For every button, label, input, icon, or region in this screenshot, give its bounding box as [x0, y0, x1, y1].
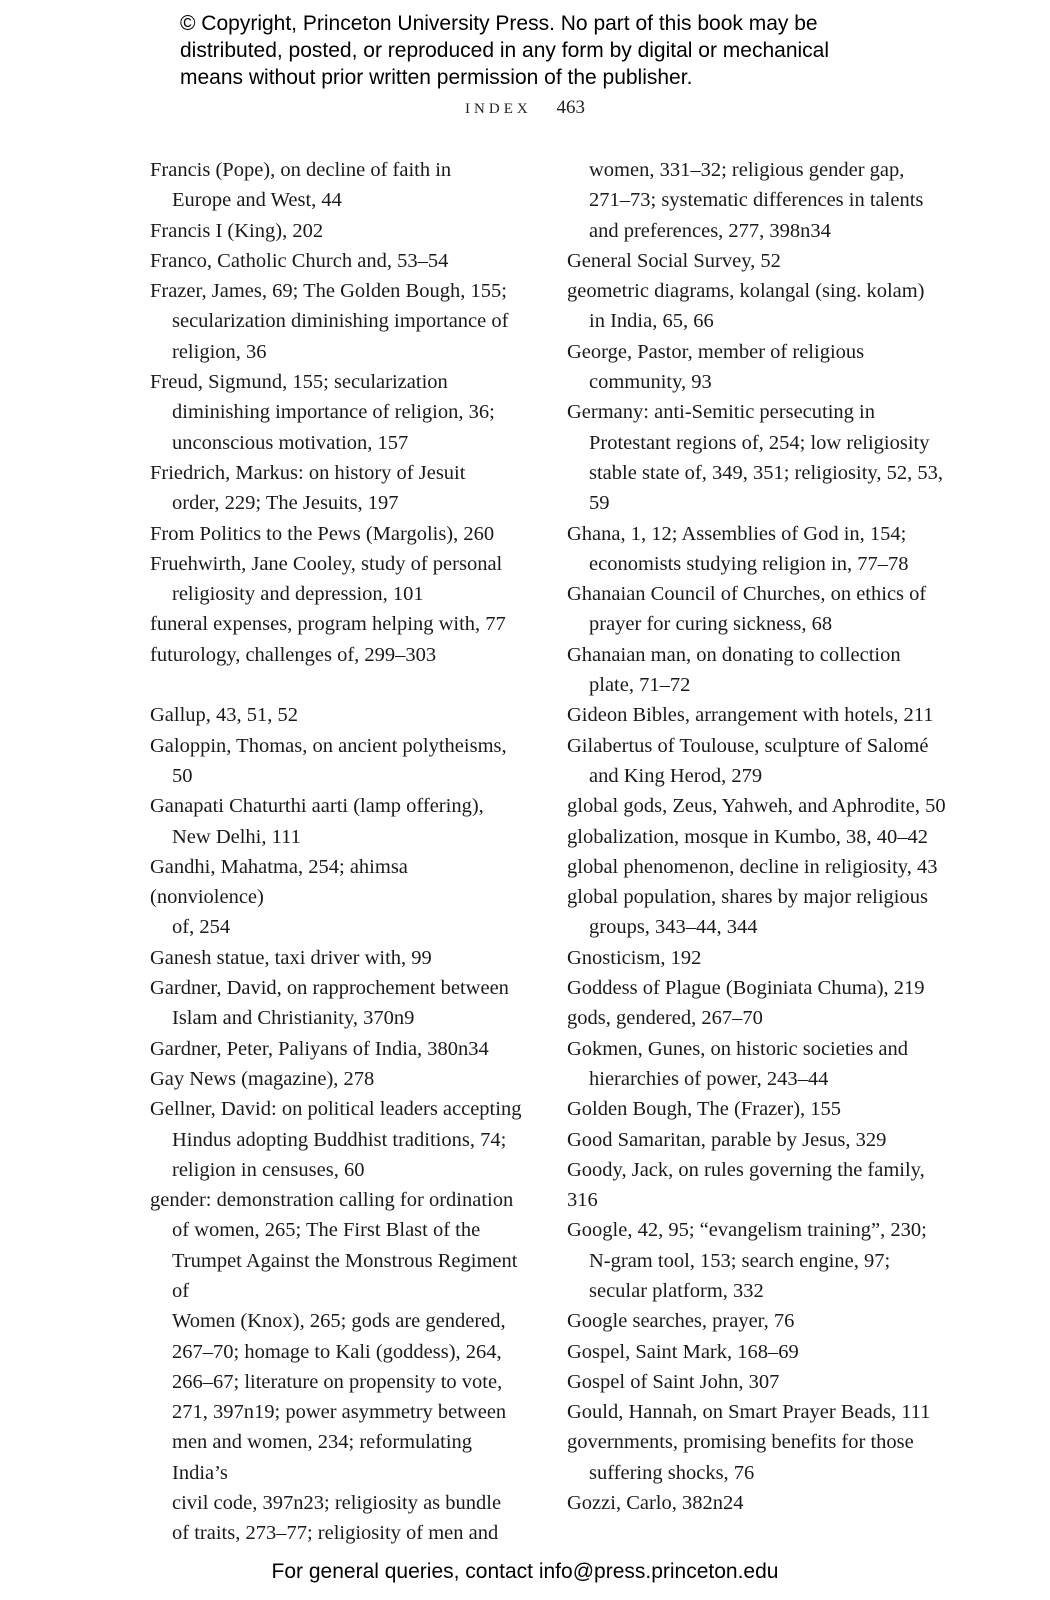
- index-entry-line: Gilabertus of Toulouse, sculpture of Salomé: [567, 734, 929, 757]
- index-entry: [567, 791, 952, 821]
- index-column-right: [567, 155, 952, 1518]
- index-entry-line: Good Samaritan, parable by Jesus, 329: [567, 1128, 887, 1151]
- index-entry-line: plate, 71–72: [589, 674, 691, 697]
- index-entry: [567, 882, 952, 943]
- index-entry: [150, 1185, 525, 1549]
- index-entry-line: Islam and Christianity, 370n9: [172, 1007, 415, 1030]
- index-entry-line: geometric diagrams, kolangal (sing. kolam): [567, 280, 925, 303]
- index-entry-line: Germany: anti-Semitic persecuting in: [567, 401, 875, 424]
- index-entry-line: gods, gendered, 267–70: [567, 1007, 763, 1030]
- index-entry-line: N-gram tool, 153; search engine, 97;: [589, 1249, 891, 1272]
- index-entry-line: Gnosticism, 192: [567, 946, 702, 969]
- index-entry-line: Francis (Pope), on decline of faith in: [150, 159, 452, 181]
- index-entry-line: Ghanaian Council of Churches, on ethics of: [567, 583, 927, 606]
- index-entry-line: Gospel, Saint Mark, 168–69: [567, 1340, 799, 1363]
- index-entry: [567, 1155, 952, 1216]
- index-entry: [567, 246, 952, 276]
- index-entry: [150, 791, 525, 852]
- index-entry: [150, 519, 525, 549]
- index-entry: [567, 337, 952, 398]
- index-entry-line: stable state of, 349, 351; religiosity, 52, 53, 59: [589, 461, 943, 515]
- index-entry: [150, 367, 525, 458]
- index-entry-line: General Social Survey, 52: [567, 249, 781, 272]
- index-column-left: [150, 155, 525, 1549]
- index-entry: [150, 216, 525, 246]
- index-entry-line: global gods, Zeus, Yahweh, and Aphrodite, 50: [567, 795, 946, 818]
- index-entry-line: and preferences, 277, 398n34: [589, 219, 831, 242]
- index-entry-line: 266–67; literature on propensity to vote,: [172, 1370, 503, 1393]
- index-entry-line: Gospel of Saint John, 307: [567, 1370, 780, 1393]
- index-entry-line: prayer for curing sickness, 68: [589, 613, 833, 636]
- index-entry: [567, 640, 952, 701]
- footer-contact: For general queries, contact info@press.princeton.edu: [271, 1560, 779, 1583]
- index-entry-line: suffering shocks, 76: [589, 1461, 755, 1484]
- index-entry-line: Ganesh statue, taxi driver with, 99: [150, 946, 432, 969]
- index-entry: [567, 519, 952, 580]
- copyright-line: © Copyright, Princeton University Press. No part of this book may be: [180, 12, 818, 35]
- index-entry-line: Goody, Jack, on rules governing the family, 316: [567, 1158, 925, 1212]
- index-entry-line: of women, 265; The First Blast of the: [172, 1219, 481, 1242]
- index-entry-line: Women (Knox), 265; gods are gendered,: [172, 1310, 506, 1333]
- index-entry: [150, 458, 525, 519]
- index-entry-line: Hindus adopting Buddhist traditions, 74;: [172, 1128, 507, 1151]
- index-entry-line: Fruehwirth, Jane Cooley, study of personal: [150, 552, 503, 575]
- index-entry-line: Gandhi, Mahatma, 254; ahimsa (nonviolence): [150, 855, 408, 909]
- index-entry: [567, 155, 952, 246]
- index-entry-line: global population, shares by major religious: [567, 886, 928, 909]
- index-entry-line: Gay News (magazine), 278: [150, 1067, 375, 1090]
- index-entry-line: Francis I (King), 202: [150, 219, 324, 242]
- index-entry: [567, 1003, 952, 1033]
- index-entry-line: Ghanaian man, on donating to collection: [567, 643, 901, 666]
- index-entry: [567, 943, 952, 973]
- index-entry: [567, 276, 952, 337]
- index-entry: [567, 1034, 952, 1095]
- index-entry: [567, 731, 952, 792]
- index-entry-line: community, 93: [589, 371, 712, 394]
- index-entry-line: Trumpet Against the Monstrous Regiment of: [172, 1249, 518, 1302]
- page-number: 463: [556, 97, 585, 118]
- index-entry-line: Gardner, Peter, Paliyans of India, 380n34: [150, 1037, 489, 1060]
- index-entry-line: hierarchies of power, 243–44: [589, 1067, 829, 1090]
- index-entry: [150, 155, 525, 216]
- index-entry: [567, 973, 952, 1003]
- index-entry-line: unconscious motivation, 157: [172, 431, 409, 454]
- index-entry-line: Friedrich, Markus: on history of Jesuit: [150, 461, 466, 484]
- index-entry-line: global phenomenon, decline in religiosity, 43: [567, 855, 938, 878]
- index-entry: [150, 609, 525, 639]
- index-entry: [567, 1488, 952, 1518]
- index-entry: [567, 1094, 952, 1124]
- index-entry-line: secular platform, 332: [589, 1279, 764, 1302]
- index-entry-line: Europe and West, 44: [172, 189, 342, 212]
- index-entry-line: men and women, 234; reformulating India’s: [172, 1431, 473, 1484]
- index-entry-line: of traits, 273–77; religiosity of men and: [172, 1522, 499, 1545]
- index-entry-line: religion in censuses, 60: [172, 1158, 365, 1181]
- index-entry-line: Frazer, James, 69; The Golden Bough, 155;: [150, 280, 507, 303]
- index-entry: [150, 731, 525, 792]
- index-entry: [567, 579, 952, 640]
- index-entry: [150, 640, 525, 670]
- letter-section-gap: [150, 670, 525, 700]
- index-entry-line: in India, 65, 66: [589, 310, 714, 333]
- copyright-line: distributed, posted, or reproduced in any form by digital or mechanical: [180, 39, 830, 62]
- index-entry-line: Gozzi, Carlo, 382n24: [567, 1492, 744, 1515]
- index-entry: [150, 943, 525, 973]
- index-entry-line: From Politics to the Pews (Margolis), 260: [150, 522, 495, 545]
- index-entry-line: diminishing importance of religion, 36;: [172, 401, 495, 424]
- index-entry: [150, 549, 525, 610]
- index-entry-line: order, 229; The Jesuits, 197: [172, 492, 399, 515]
- index-entry: [567, 852, 952, 882]
- index-entry-line: Freud, Sigmund, 155; secularization: [150, 371, 448, 394]
- index-entry-line: globalization, mosque in Kumbo, 38, 40–42: [567, 825, 928, 848]
- index-entry-line: Ganapati Chaturthi aarti (lamp offering),: [150, 795, 484, 818]
- index-entry: [567, 700, 952, 730]
- index-entry-line: George, Pastor, member of religious: [567, 340, 865, 363]
- index-entry-line: secularization diminishing importance of: [172, 310, 509, 333]
- index-entry-line: Google searches, prayer, 76: [567, 1310, 795, 1333]
- index-entry-line: women, 331–32; religious gender gap,: [589, 159, 905, 181]
- index-entry-line: Protestant regions of, 254; low religiosity: [589, 431, 930, 454]
- index-entry: [567, 397, 952, 518]
- index-entry-line: civil code, 397n23; religiosity as bundle: [172, 1492, 502, 1515]
- copyright-line: means without prior written permission of the publisher.: [180, 66, 693, 89]
- index-entry-line: Gardner, David, on rapprochement between: [150, 977, 509, 1000]
- index-entry-line: gender: demonstration calling for ordination: [150, 1189, 514, 1212]
- index-entry-line: 271, 397n19; power asymmetry between: [172, 1401, 507, 1424]
- index-entry: [150, 852, 525, 943]
- index-entry-line: 271–73; systematic differences in talents: [589, 189, 924, 212]
- index-entry: [150, 1064, 525, 1094]
- index-entry-line: governments, promising benefits for those: [567, 1431, 914, 1454]
- index-entry-line: Google, 42, 95; “evangelism training”, 230;: [567, 1219, 927, 1242]
- index-entry: [567, 1427, 952, 1488]
- index-entry: [150, 1094, 525, 1185]
- index-entry: [567, 1397, 952, 1427]
- index-entry-line: Galoppin, Thomas, on ancient polytheisms,: [150, 734, 507, 757]
- index-entry-line: and King Herod, 279: [589, 764, 763, 787]
- section-title: INDEX: [465, 101, 532, 117]
- index-entry: [567, 1337, 952, 1367]
- running-head: [0, 97, 1050, 119]
- index-entry-line: of, 254: [172, 916, 231, 939]
- index-entry-line: religion, 36: [172, 340, 267, 363]
- index-entry-line: Ghana, 1, 12; Assemblies of God in, 154;: [567, 522, 907, 545]
- index-entry-line: funeral expenses, program helping with, 77: [150, 613, 506, 636]
- index-entry: [150, 276, 525, 367]
- index-entry-line: Gallup, 43, 51, 52: [150, 704, 299, 727]
- index-entry-line: Goddess of Plague (Boginiata Chuma), 219: [567, 977, 925, 1000]
- index-entry-line: religiosity and depression, 101: [172, 583, 424, 606]
- index-entry-line: Gokmen, Gunes, on historic societies and: [567, 1037, 909, 1060]
- index-entry: [567, 1367, 952, 1397]
- index-entry: [567, 822, 952, 852]
- index-entry: [150, 973, 525, 1034]
- index-entry-line: Gellner, David: on political leaders accepting: [150, 1098, 522, 1121]
- index-entry-line: Franco, Catholic Church and, 53–54: [150, 249, 449, 272]
- index-entry: [150, 700, 525, 730]
- copyright-notice: [180, 10, 940, 91]
- index-entry-line: Gideon Bibles, arrangement with hotels, 211: [567, 704, 934, 727]
- index-entry-line: 50: [172, 764, 193, 787]
- index-entry-line: economists studying religion in, 77–78: [589, 552, 909, 575]
- index-entry-line: Gould, Hannah, on Smart Prayer Beads, 111: [567, 1401, 931, 1424]
- index-entry: [567, 1215, 952, 1306]
- index-entry-line: groups, 343–44, 344: [589, 916, 758, 939]
- index-entry: [150, 246, 525, 276]
- index-entry-line: New Delhi, 111: [172, 825, 301, 848]
- index-entry: [567, 1125, 952, 1155]
- index-entry: [150, 1034, 525, 1064]
- index-entry-line: futurology, challenges of, 299–303: [150, 643, 437, 666]
- index-entry-line: 267–70; homage to Kali (goddess), 264,: [172, 1340, 502, 1363]
- index-entry-line: Golden Bough, The (Frazer), 155: [567, 1098, 842, 1121]
- index-entry: [567, 1306, 952, 1336]
